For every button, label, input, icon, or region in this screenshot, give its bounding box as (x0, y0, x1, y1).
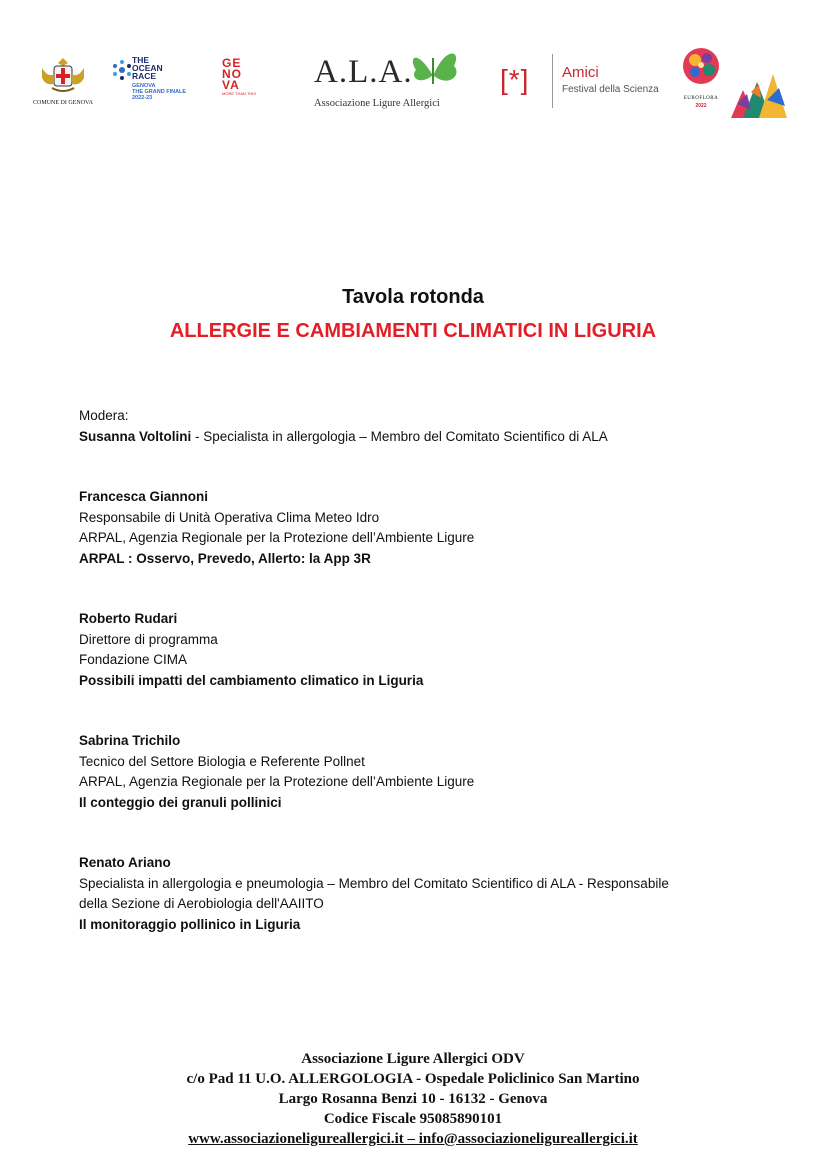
amici-subtitle: Festival della Scienza (562, 84, 659, 95)
speaker-role: Specialista in allergologia e pneumologia – Membro del Comitato Scientifico di ALA - Responsabile (79, 875, 669, 891)
footer-fiscal-code: Codice Fiscale 95085890101 (323, 1111, 503, 1127)
speaker-talk-title: Il monitoraggio pollinico in Liguria (79, 916, 301, 932)
title-block (0, 283, 826, 345)
moderator-line (79, 427, 759, 448)
speaker-name: Renato Ariano (79, 855, 171, 870)
speaker-name: Francesca Giannoni (79, 489, 209, 504)
speaker-name: Roberto Rudari (79, 611, 178, 626)
ocean-race-subtitle: GENOVA THE GRAND FINALE 2022-23 (132, 83, 187, 101)
coat-of-arms-icon (28, 54, 98, 98)
footer-address-line2: Largo Rosanna Benzi 10 - 16132 - Genova (278, 1091, 548, 1107)
euroflora-name: EUROFLORA (683, 96, 719, 101)
ala-full-name: Associazione Ligure Allergici (314, 98, 440, 109)
speaker-affiliation: ARPAL, Agenzia Regionale per la Protezione dell’Ambiente Ligure (79, 530, 475, 545)
speaker-talk-title: Il conteggio dei granuli pollinici (79, 794, 282, 810)
speaker-role: Direttore di programma (79, 631, 218, 647)
footer-org-name: Associazione Ligure Allergici ODV (301, 1051, 525, 1067)
speaker-affiliation: Fondazione CIMA (79, 652, 188, 667)
ocean-race-logo (112, 56, 212, 104)
speaker-role: Tecnico del Settore Biologia e Referente Pollnet (79, 753, 365, 769)
ala-abbreviation: A.L.A. (314, 54, 413, 90)
moderator-name: Susanna Voltolini (79, 428, 192, 444)
speaker-affiliation: della Sezione di Aerobiologia dell'AAIITO (79, 896, 324, 911)
amici-bracket-mark: [*] (500, 64, 530, 95)
genova-mark: GE NO VA (222, 56, 242, 92)
amici-divider (552, 54, 553, 108)
moderator-label: Modera: (79, 408, 129, 423)
program-content (79, 406, 759, 975)
logo-bar (26, 40, 796, 120)
speaker-affiliation: ARPAL, Agenzia Regionale per la Protezione dell’Ambiente Ligure (79, 774, 475, 789)
speaker-block (79, 731, 759, 813)
moderator-role: - Specialista in allergologia – Membro del Comitato Scientifico di ALA (191, 428, 608, 444)
footer-contact-links[interactable]: www.associazioneligureallergici.it – info@associazioneligureallergici.it (188, 1131, 638, 1147)
speaker-role: Responsabile di Unità Operativa Clima Meteo Idro (79, 509, 380, 525)
amici-name: Amici (562, 64, 599, 81)
genova-logo (222, 58, 272, 104)
moderator-block (79, 406, 759, 447)
footer-address-line1: c/o Pad 11 U.O. ALLERGOLOGIA - Ospedale Policlinico San Martino (186, 1071, 640, 1087)
ala-logo (314, 44, 459, 114)
speaker-name: Sabrina Trichilo (79, 733, 181, 748)
comune-di-genova-logo (28, 54, 98, 106)
speaker-talk-title: ARPAL : Osservo, Prevedo, Allerto: la App 3R (79, 550, 371, 566)
event-main-title: ALLERGIE E CAMBIAMENTI CLIMATICI IN LIGURIA (169, 320, 657, 342)
speaker-talk-title: Possibili impatti del cambiamento climatico in Liguria (79, 672, 424, 688)
speaker-block (79, 487, 759, 569)
genova-tagline: MORE THAN THIS (222, 91, 257, 96)
ocean-race-swirl-icon (112, 58, 132, 82)
comune-label: COMUNE DI GENOVA (33, 100, 93, 106)
event-type-title: Tavola rotonda (342, 286, 484, 308)
euroflora-year: 2022 (695, 103, 707, 109)
euroflora-logo (681, 44, 791, 118)
ocean-race-title: THE OCEAN RACE (132, 55, 163, 81)
butterfly-icon (406, 44, 462, 94)
speaker-block (79, 853, 759, 935)
amici-festival-logo (496, 50, 666, 110)
speaker-block (79, 609, 759, 691)
footer (0, 1049, 826, 1149)
